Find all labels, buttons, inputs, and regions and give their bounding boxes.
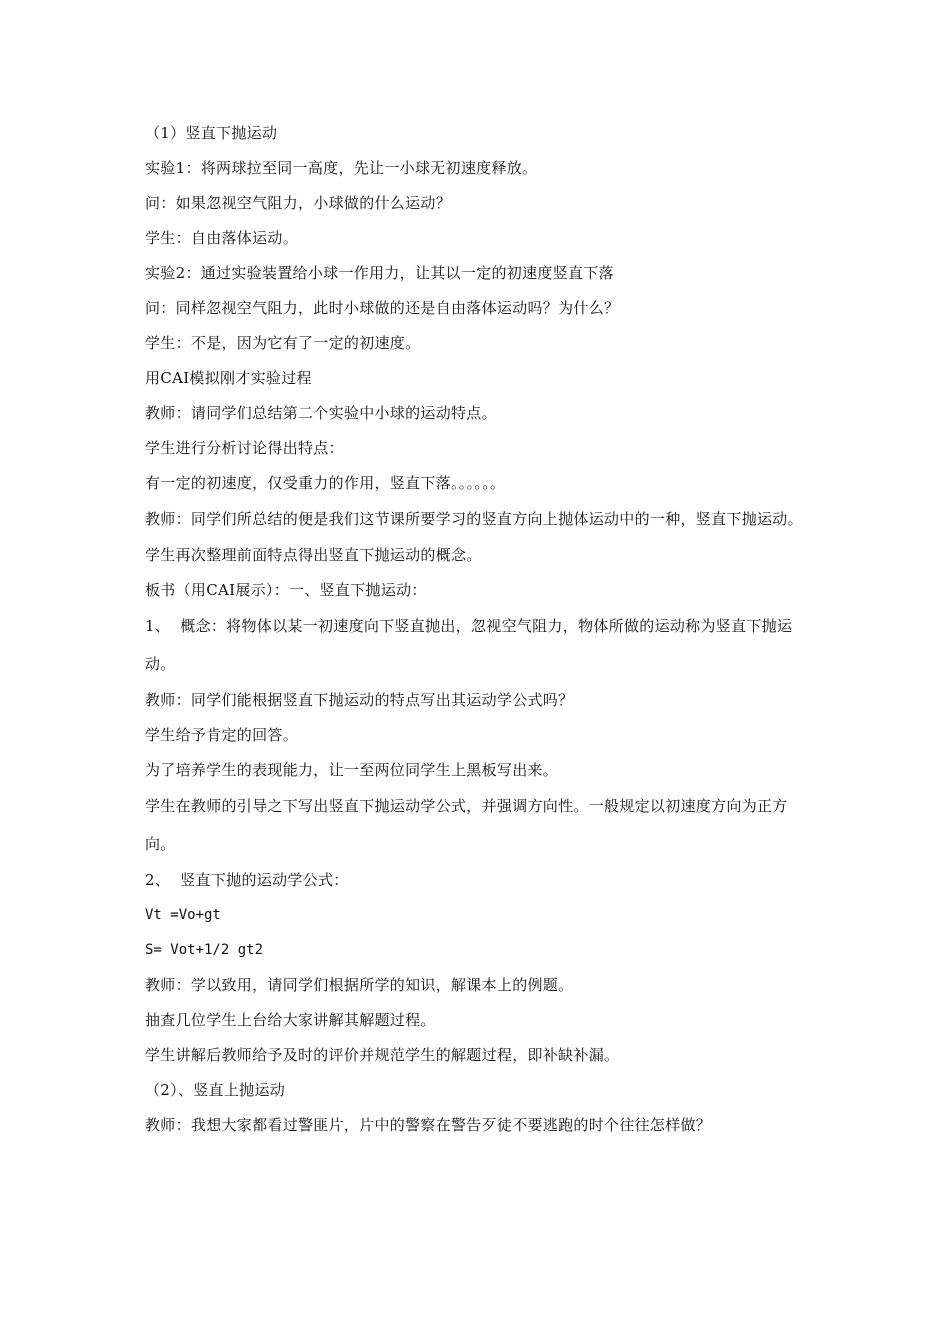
paragraph-teacher-introduction: 教师：同学们所总结的便是我们这节课所要学习的竖直方向上抛体运动中的一种，竖直下抛运动。 [145,510,803,528]
paragraph-blackboard-writing: 板书（用CAI展示）：一、竖直下抛运动： [145,581,427,599]
paragraph-teacher-police-question: 教师：我想大家都看过警匪片，片中的警察在警告歹徒不要逃跑的时个往往怎样做？ [145,1116,712,1134]
paragraph-characteristics: 有一定的初速度，仅受重力的作用，竖直下落。。。。。。 [145,474,506,492]
paragraph-teacher-evaluation: 学生讲解后教师给予及时的评价并规范学生的解题过程，即补缺补漏。 [145,1046,620,1064]
document-body [145,124,810,1151]
formula-velocity: Vt =Vo+gt [145,907,221,923]
paragraph-formula-heading: 2、 竖直下抛的运动学公式： [145,871,349,889]
paragraph-teacher-formula-question: 教师：同学们能根据竖直下抛运动的特点写出其运动学公式吗？ [145,691,574,709]
paragraph-blackboard-volunteers: 为了培养学生的表现能力，让一至两位同学生上黑板写出来。 [145,761,559,779]
paragraph-experiment-2: 实验2：通过实验装置给小球一作用力，让其以一定的初速度竖直下落 [145,264,614,282]
paragraph-student-answer-1: 学生：自由落体运动。 [145,229,299,247]
paragraph-teacher-summary-request: 教师：请同学们总结第二个实验中小球的运动特点。 [145,404,497,422]
paragraph-concept-definition: 1、 概念：将物体以某一初速度向下竖直抛出，忽视空气阻力，物体所做的运动称为竖直下抛运动。 [145,617,793,673]
paragraph-student-discussion: 学生进行分析讨论得出特点： [145,439,344,457]
paragraph-question-2: 问：同样忽视空气阻力，此时小球做的还是自由落体运动吗？为什么？ [145,299,620,317]
formula-displacement: S= Vot+1/2 gt2 [145,942,264,958]
section-heading-vertical-downward-throw: （1）竖直下抛运动 [145,124,278,142]
section-heading-vertical-upward-throw: （2）、竖直上抛运动 [145,1081,286,1099]
paragraph-cai-simulation: 用CAI模拟刚才实验过程 [145,369,312,387]
paragraph-concept-organization: 学生再次整理前面特点得出竖直下抛运动的概念。 [145,546,482,564]
paragraph-teacher-exercise: 教师：学以致用，请同学们根据所学的知识，解课本上的例题。 [145,976,574,994]
paragraph-formula-derivation: 学生在教师的引导之下写出竖直下抛运动学公式，并强调方向性。一般规定以初速度方向为正方向。 [145,797,788,853]
paragraph-student-presentation: 抽查几位学生上台给大家讲解其解题过程。 [145,1011,436,1029]
paragraph-student-answer-2: 学生：不是，因为它有了一定的初速度。 [145,334,421,352]
paragraph-question-1: 问：如果忽视空气阻力，小球做的什么运动？ [145,194,452,212]
paragraph-experiment-1: 实验1：将两球拉至同一高度，先让一小球无初速度释放。 [145,159,538,177]
paragraph-student-affirmative: 学生给予肯定的回答。 [145,726,299,744]
